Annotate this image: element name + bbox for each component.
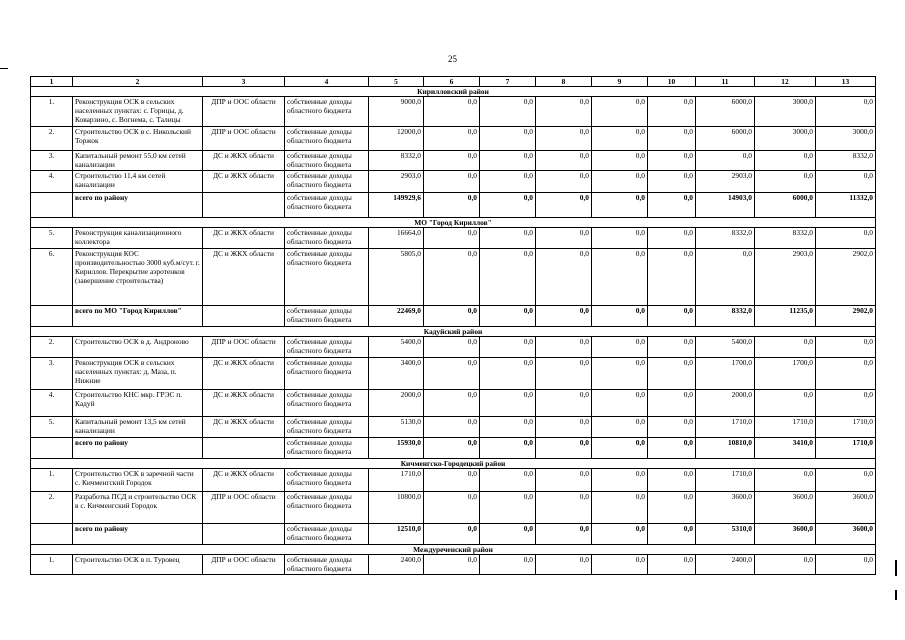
amount-cell: 3600,0 xyxy=(755,524,816,545)
amount-cell: 3410,0 xyxy=(755,438,816,459)
amount-cell: 5310,0 xyxy=(696,524,755,545)
table-row xyxy=(31,249,876,306)
funding-source: собственные доходы областного бюджета xyxy=(285,97,369,127)
amount-cell: 0,0 xyxy=(536,127,592,151)
amount-cell: 0,0 xyxy=(648,417,696,438)
amount-cell: 0,0 xyxy=(480,171,536,193)
table-row xyxy=(31,127,876,151)
amount-cell: 2902,0 xyxy=(816,249,876,306)
amount-cell: 2903,0 xyxy=(696,171,755,193)
project-name: всего по району xyxy=(73,193,203,218)
section-title: МО "Город Кириллов" xyxy=(31,218,876,228)
amount-cell: 0,0 xyxy=(480,97,536,127)
section-title: Междуреченский район xyxy=(31,545,876,555)
project-name: Реконструкция КОС производительностью 3000 куб.м/сут. г. Кириллов. Перекрытие аэротенков (завершение строительства) xyxy=(73,249,203,306)
amount-cell: 0,0 xyxy=(648,97,696,127)
project-name: всего по МО "Город Кириллов" xyxy=(73,306,203,327)
table-row xyxy=(31,469,876,492)
amount-cell: 0,0 xyxy=(536,306,592,327)
amount-cell: 0,0 xyxy=(536,358,592,390)
margin-mark xyxy=(895,590,897,600)
amount-cell: 0,0 xyxy=(424,417,480,438)
amount-cell: 0,0 xyxy=(536,417,592,438)
amount-cell: 0,0 xyxy=(816,337,876,358)
amount-cell: 0,0 xyxy=(536,171,592,193)
amount-cell: 1710,0 xyxy=(696,417,755,438)
amount-cell: 8332,0 xyxy=(369,151,424,171)
amount-cell: 0,0 xyxy=(480,151,536,171)
amount-cell: 0,0 xyxy=(424,438,480,459)
row-number: 1. xyxy=(31,469,73,492)
amount-cell: 1700,0 xyxy=(696,358,755,390)
column-header: 8 xyxy=(536,77,592,87)
amount-cell: 12000,0 xyxy=(369,127,424,151)
column-header: 3 xyxy=(203,77,285,87)
responsible-org: ДС и ЖКХ области xyxy=(203,228,285,249)
row-number: 2. xyxy=(31,127,73,151)
project-name: Строительство ОСК в д. Андроново xyxy=(73,337,203,358)
funding-source: собственные доходы областного бюджета xyxy=(285,492,369,524)
amount-cell: 0,0 xyxy=(696,151,755,171)
responsible-org: ДС и ЖКХ области xyxy=(203,171,285,193)
amount-cell: 0,0 xyxy=(648,555,696,575)
project-name: Разработка ПСД и строительство ОСК в с. Кичменгский Городок xyxy=(73,492,203,524)
amount-cell: 14903,0 xyxy=(696,193,755,218)
amount-cell: 0,0 xyxy=(816,555,876,575)
amount-cell: 0,0 xyxy=(592,438,648,459)
funding-source: собственные доходы областного бюджета xyxy=(285,171,369,193)
total-row xyxy=(31,306,876,327)
project-name: всего по району xyxy=(73,438,203,459)
amount-cell: 0,0 xyxy=(755,151,816,171)
amount-cell: 0,0 xyxy=(424,171,480,193)
amount-cell: 0,0 xyxy=(536,193,592,218)
amount-cell: 0,0 xyxy=(592,358,648,390)
column-header: 7 xyxy=(480,77,536,87)
amount-cell: 0,0 xyxy=(536,151,592,171)
amount-cell: 0,0 xyxy=(648,151,696,171)
amount-cell: 2000,0 xyxy=(369,390,424,417)
amount-cell: 0,0 xyxy=(592,417,648,438)
amount-cell: 2903,0 xyxy=(755,249,816,306)
amount-cell: 10810,0 xyxy=(696,438,755,459)
amount-cell: 3000,0 xyxy=(755,97,816,127)
amount-cell: 0,0 xyxy=(424,151,480,171)
amount-cell: 0,0 xyxy=(536,555,592,575)
amount-cell: 0,0 xyxy=(755,469,816,492)
amount-cell: 0,0 xyxy=(648,171,696,193)
row-number: 1. xyxy=(31,97,73,127)
amount-cell: 1710,0 xyxy=(696,469,755,492)
responsible-org: ДС и ЖКХ области xyxy=(203,417,285,438)
amount-cell: 0,0 xyxy=(536,228,592,249)
project-name: Реконструкция канализационного коллектора xyxy=(73,228,203,249)
amount-cell: 0,0 xyxy=(424,390,480,417)
column-header: 10 xyxy=(648,77,696,87)
amount-cell: 2400,0 xyxy=(696,555,755,575)
amount-cell: 0,0 xyxy=(648,306,696,327)
amount-cell: 6000,0 xyxy=(755,193,816,218)
row-number: 5. xyxy=(31,417,73,438)
responsible-org: ДС и ЖКХ области xyxy=(203,358,285,390)
amount-cell: 11332,0 xyxy=(816,193,876,218)
amount-cell: 0,0 xyxy=(592,127,648,151)
amount-cell: 0,0 xyxy=(816,228,876,249)
amount-cell: 1710,0 xyxy=(369,469,424,492)
section-title-row xyxy=(31,218,876,228)
amount-cell: 0,0 xyxy=(816,97,876,127)
project-name: Реконструкция ОСК в сельских населенных пунктах: с. Горицы, д. Коварзино, с. Вогнема, с. Талицы xyxy=(73,97,203,127)
amount-cell: 3000,0 xyxy=(816,127,876,151)
funding-source: собственные доходы областного бюджета xyxy=(285,249,369,306)
amount-cell: 5400,0 xyxy=(369,337,424,358)
row-number xyxy=(31,306,73,327)
amount-cell: 0,0 xyxy=(424,193,480,218)
column-header: 12 xyxy=(755,77,816,87)
section-title-row xyxy=(31,87,876,97)
amount-cell: 2400,0 xyxy=(369,555,424,575)
section-title: Кадуйский район xyxy=(31,327,876,337)
funding-source: собственные доходы областного бюджета xyxy=(285,358,369,390)
amount-cell: 0,0 xyxy=(480,438,536,459)
amount-cell: 0,0 xyxy=(592,390,648,417)
amount-cell: 0,0 xyxy=(592,469,648,492)
amount-cell: 5400,0 xyxy=(696,337,755,358)
row-number: 4. xyxy=(31,390,73,417)
amount-cell: 0,0 xyxy=(424,97,480,127)
amount-cell: 0,0 xyxy=(648,228,696,249)
amount-cell: 0,0 xyxy=(592,249,648,306)
responsible-org: ДПР и ООС области xyxy=(203,127,285,151)
amount-cell: 0,0 xyxy=(424,127,480,151)
amount-cell: 8332,0 xyxy=(755,228,816,249)
amount-cell: 0,0 xyxy=(536,492,592,524)
funding-source: собственные доходы областного бюджета xyxy=(285,228,369,249)
responsible-org: ДПР и ООС области xyxy=(203,492,285,524)
amount-cell: 3400,0 xyxy=(369,358,424,390)
amount-cell: 0,0 xyxy=(648,127,696,151)
table-row xyxy=(31,555,876,575)
amount-cell: 1700,0 xyxy=(755,358,816,390)
amount-cell: 0,0 xyxy=(480,193,536,218)
funding-source: собственные доходы областного бюджета xyxy=(285,524,369,545)
amount-cell: 2902,0 xyxy=(816,306,876,327)
project-name: Капитальный ремонт 13,5 км сетей канализации xyxy=(73,417,203,438)
responsible-org xyxy=(203,524,285,545)
responsible-org xyxy=(203,193,285,218)
amount-cell: 3600,0 xyxy=(696,492,755,524)
amount-cell: 0,0 xyxy=(424,306,480,327)
section-title: Кирилловский район xyxy=(31,87,876,97)
project-name: всего по району xyxy=(73,524,203,545)
amount-cell: 3600,0 xyxy=(816,492,876,524)
amount-cell: 2903,0 xyxy=(369,171,424,193)
amount-cell: 0,0 xyxy=(424,228,480,249)
table-row xyxy=(31,417,876,438)
amount-cell: 1710,0 xyxy=(755,417,816,438)
amount-cell: 0,0 xyxy=(648,469,696,492)
amount-cell: 0,0 xyxy=(696,249,755,306)
amount-cell: 0,0 xyxy=(536,249,592,306)
funding-source: собственные доходы областного бюджета xyxy=(285,306,369,327)
table-row xyxy=(31,97,876,127)
amount-cell: 8332,0 xyxy=(696,228,755,249)
amount-cell: 0,0 xyxy=(424,469,480,492)
section-title: Кичменгско-Городецкий район xyxy=(31,459,876,469)
amount-cell: 0,0 xyxy=(755,555,816,575)
table-row xyxy=(31,390,876,417)
amount-cell: 22469,0 xyxy=(369,306,424,327)
amount-cell: 0,0 xyxy=(480,390,536,417)
project-name: Строительство ОСК в с. Никольский Торжок xyxy=(73,127,203,151)
amount-cell: 0,0 xyxy=(592,151,648,171)
responsible-org: ДС и ЖКХ области xyxy=(203,249,285,306)
amount-cell: 0,0 xyxy=(816,171,876,193)
column-header: 2 xyxy=(73,77,203,87)
row-number xyxy=(31,524,73,545)
amount-cell: 0,0 xyxy=(648,524,696,545)
amount-cell: 0,0 xyxy=(480,127,536,151)
amount-cell: 0,0 xyxy=(592,228,648,249)
amount-cell: 0,0 xyxy=(480,417,536,438)
amount-cell: 0,0 xyxy=(536,524,592,545)
column-header: 5 xyxy=(369,77,424,87)
margin-mark xyxy=(895,560,897,576)
amount-cell: 0,0 xyxy=(592,337,648,358)
project-name: Реконструкция ОСК в сельских населенных пунктах: д. Маза, п. Нижние xyxy=(73,358,203,390)
project-name: Капитальный ремонт 55,0 км сетей канализации xyxy=(73,151,203,171)
amount-cell: 0,0 xyxy=(755,390,816,417)
amount-cell: 0,0 xyxy=(480,524,536,545)
amount-cell: 0,0 xyxy=(480,358,536,390)
project-name: Строительство ОСК в заречной части с. Кичменгский Городок xyxy=(73,469,203,492)
amount-cell: 0,0 xyxy=(592,555,648,575)
amount-cell: 0,0 xyxy=(648,358,696,390)
project-name: Строительство ОСК в п. Туровец xyxy=(73,555,203,575)
funding-source: собственные доходы областного бюджета xyxy=(285,417,369,438)
amount-cell: 0,0 xyxy=(536,390,592,417)
column-header: 4 xyxy=(285,77,369,87)
funding-source: собственные доходы областного бюджета xyxy=(285,469,369,492)
responsible-org: ДПР и ООС области xyxy=(203,555,285,575)
total-row xyxy=(31,193,876,218)
row-number: 4. xyxy=(31,171,73,193)
table-row xyxy=(31,358,876,390)
amount-cell: 15930,0 xyxy=(369,438,424,459)
responsible-org: ДПР и ООС области xyxy=(203,97,285,127)
amount-cell: 3600,0 xyxy=(816,524,876,545)
funding-source: собственные доходы областного бюджета xyxy=(285,151,369,171)
total-row xyxy=(31,438,876,459)
row-number: 2. xyxy=(31,337,73,358)
amount-cell: 0,0 xyxy=(592,306,648,327)
amount-cell: 8332,0 xyxy=(816,151,876,171)
amount-cell: 1710,0 xyxy=(816,438,876,459)
row-number xyxy=(31,193,73,218)
total-row xyxy=(31,524,876,545)
column-header: 13 xyxy=(816,77,876,87)
responsible-org xyxy=(203,306,285,327)
amount-cell: 0,0 xyxy=(648,193,696,218)
project-name: Строительство КНС мкр. ГРЭС п. Кадуй xyxy=(73,390,203,417)
amount-cell: 0,0 xyxy=(424,337,480,358)
amount-cell: 0,0 xyxy=(424,555,480,575)
amount-cell: 0,0 xyxy=(592,524,648,545)
amount-cell: 3000,0 xyxy=(755,127,816,151)
funding-source: собственные доходы областного бюджета xyxy=(285,438,369,459)
amount-cell: 0,0 xyxy=(755,171,816,193)
page-number: 25 xyxy=(448,54,457,64)
table-row xyxy=(31,337,876,358)
amount-cell: 0,0 xyxy=(648,337,696,358)
amount-cell: 1710,0 xyxy=(816,417,876,438)
amount-cell: 0,0 xyxy=(536,469,592,492)
row-number: 1. xyxy=(31,555,73,575)
budget-table xyxy=(30,76,876,575)
amount-cell: 0,0 xyxy=(480,555,536,575)
funding-source: собственные доходы областного бюджета xyxy=(285,193,369,218)
amount-cell: 5805,0 xyxy=(369,249,424,306)
amount-cell: 0,0 xyxy=(536,337,592,358)
table-row xyxy=(31,228,876,249)
row-number xyxy=(31,438,73,459)
amount-cell: 149929,6 xyxy=(369,193,424,218)
amount-cell: 12510,0 xyxy=(369,524,424,545)
amount-cell: 0,0 xyxy=(424,249,480,306)
amount-cell: 0,0 xyxy=(648,249,696,306)
funding-source: собственные доходы областного бюджета xyxy=(285,555,369,575)
section-title-row xyxy=(31,459,876,469)
column-header: 11 xyxy=(696,77,755,87)
funding-source: собственные доходы областного бюджета xyxy=(285,390,369,417)
responsible-org: ДПР и ООС области xyxy=(203,337,285,358)
responsible-org: ДС и ЖКХ области xyxy=(203,151,285,171)
row-number: 6. xyxy=(31,249,73,306)
amount-cell: 2000,0 xyxy=(696,390,755,417)
amount-cell: 0,0 xyxy=(536,438,592,459)
amount-cell: 5130,0 xyxy=(369,417,424,438)
amount-cell: 0,0 xyxy=(592,97,648,127)
amount-cell: 0,0 xyxy=(816,469,876,492)
section-title-row xyxy=(31,327,876,337)
amount-cell: 16664,0 xyxy=(369,228,424,249)
amount-cell: 0,0 xyxy=(480,469,536,492)
amount-cell: 0,0 xyxy=(592,171,648,193)
amount-cell: 0,0 xyxy=(424,358,480,390)
amount-cell: 9000,0 xyxy=(369,97,424,127)
table-row xyxy=(31,492,876,524)
amount-cell: 0,0 xyxy=(424,524,480,545)
amount-cell: 8332,0 xyxy=(696,306,755,327)
amount-cell: 0,0 xyxy=(816,358,876,390)
amount-cell: 0,0 xyxy=(592,193,648,218)
project-name: Строительство 11,4 км сетей канализации xyxy=(73,171,203,193)
column-header: 9 xyxy=(592,77,648,87)
responsible-org: ДС и ЖКХ области xyxy=(203,390,285,417)
table-row xyxy=(31,151,876,171)
amount-cell: 0,0 xyxy=(480,306,536,327)
amount-cell: 0,0 xyxy=(480,492,536,524)
amount-cell: 0,0 xyxy=(648,438,696,459)
column-header: 6 xyxy=(424,77,480,87)
amount-cell: 0,0 xyxy=(816,390,876,417)
amount-cell: 0,0 xyxy=(480,228,536,249)
column-header-row xyxy=(31,77,876,87)
column-header: 1 xyxy=(31,77,73,87)
amount-cell: 6000,0 xyxy=(696,97,755,127)
margin-mark xyxy=(0,68,8,69)
amount-cell: 0,0 xyxy=(480,249,536,306)
amount-cell: 3600,0 xyxy=(755,492,816,524)
row-number: 3. xyxy=(31,358,73,390)
funding-source: собственные доходы областного бюджета xyxy=(285,127,369,151)
amount-cell: 0,0 xyxy=(648,492,696,524)
funding-source: собственные доходы областного бюджета xyxy=(285,337,369,358)
responsible-org xyxy=(203,438,285,459)
amount-cell: 0,0 xyxy=(755,337,816,358)
section-title-row xyxy=(31,545,876,555)
table-row xyxy=(31,171,876,193)
amount-cell: 10800,0 xyxy=(369,492,424,524)
amount-cell: 0,0 xyxy=(592,492,648,524)
amount-cell: 0,0 xyxy=(536,97,592,127)
row-number: 2. xyxy=(31,492,73,524)
amount-cell: 11235,0 xyxy=(755,306,816,327)
amount-cell: 0,0 xyxy=(480,337,536,358)
amount-cell: 6000,0 xyxy=(696,127,755,151)
responsible-org: ДС и ЖКХ области xyxy=(203,469,285,492)
amount-cell: 0,0 xyxy=(424,492,480,524)
row-number: 5. xyxy=(31,228,73,249)
amount-cell: 0,0 xyxy=(648,390,696,417)
row-number: 3. xyxy=(31,151,73,171)
